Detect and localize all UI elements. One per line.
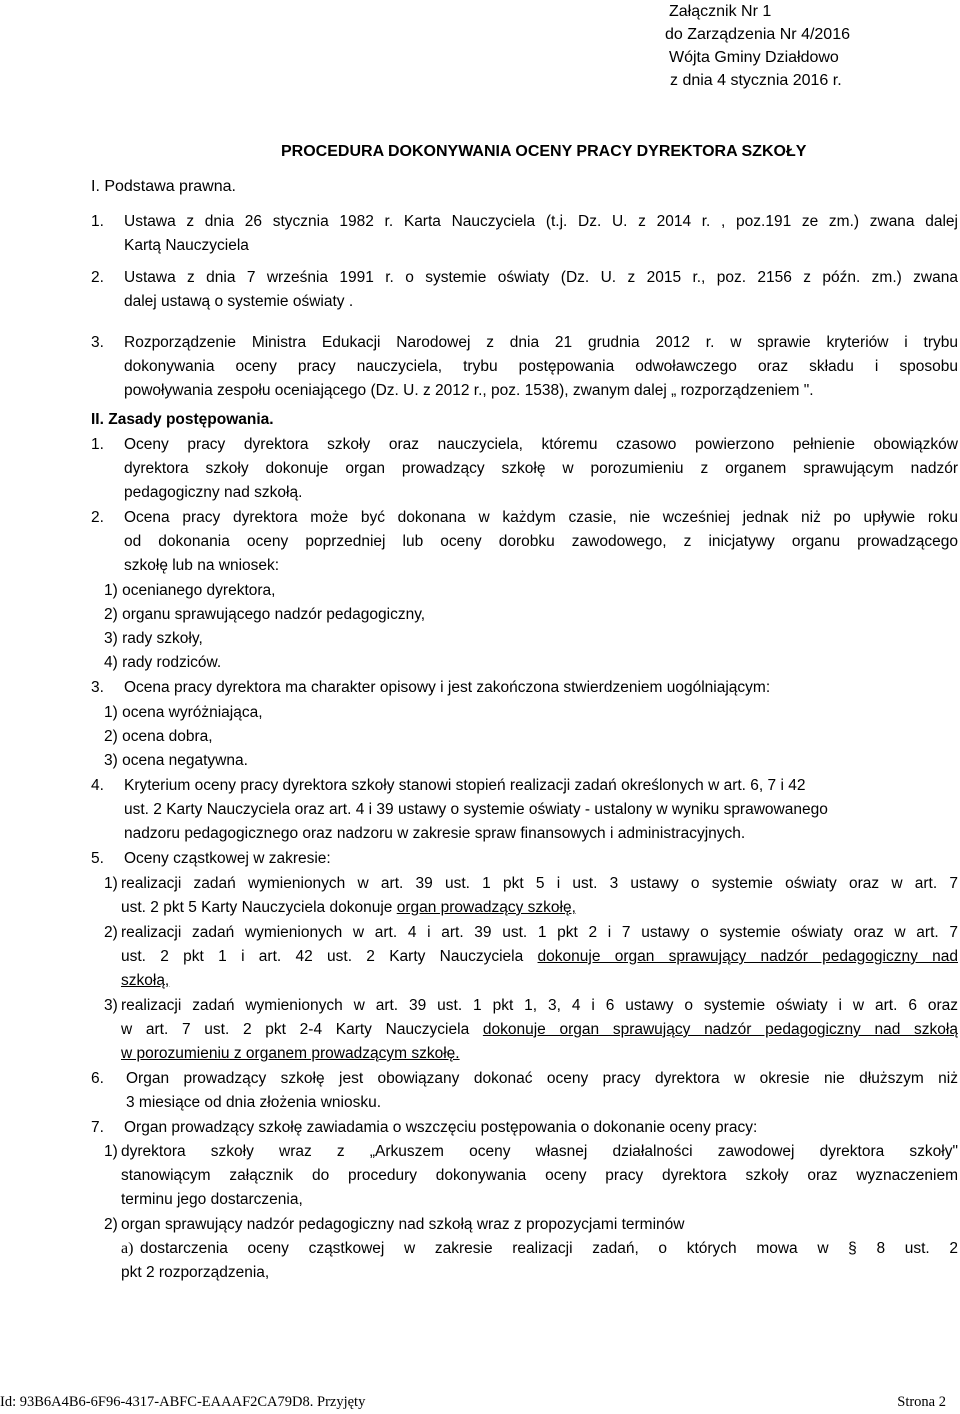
rule-5-item-3-underlined: dokonuje organ sprawujący nadzór pedagogiczny nad szkołą — [482, 1021, 958, 1038]
rule-7-item-1-line-1: dyrektora szkoły wraz z „Arkuszem oceny własnej działalności zawodowej dyrektora szkoły" — [121, 1143, 958, 1160]
rule-number-1: 1. — [91, 436, 104, 453]
basis-item-3-line-3: powoływania zespołu oceniającego (Dz. U. z 2012 r., poz. 1538), zwanym dalej „ rozporządzeniem ". — [124, 382, 814, 399]
rule-4-line-2: ust. 2 Karty Nauczyciela oraz art. 4 i 39 ustawy o systemie oświaty - ustalony w wyniku sprawowanego — [124, 801, 828, 818]
rule-number-6: 6. — [91, 1070, 104, 1087]
rule-5-item-number: 1) — [104, 875, 118, 892]
rule-number-4: 4. — [91, 777, 104, 794]
rule-5-item-1-text: ust. 2 pkt 5 Karty Nauczyciela dokonuje — [121, 899, 397, 916]
rule-number-2: 2. — [91, 509, 104, 526]
rule-2-option: 2) organu sprawującego nadzór pedagogiczny, — [104, 606, 426, 623]
document-title: PROCEDURA DOKONYWANIA OCENY PRACY DYREKTORA SZKOŁY — [281, 143, 807, 160]
rule-5-item-3-line-1: realizacji zadań wymienionych w art. 39 ust. 1 pkt 1, 3, 4 i 6 ustawy o systemie oświaty i w art. 6 oraz — [121, 997, 958, 1014]
annex-line-4: z dnia 4 stycznia 2016 r. — [670, 72, 842, 89]
basis-item-2-line-1: Ustawa z dnia 7 września 1991 r. o systemie oświaty (Dz. U. z 2015 r., poz. 2156 z późn. zm.) zwana — [124, 269, 958, 286]
rule-2-option: 4) rady rodziców. — [104, 654, 222, 671]
rule-3-option: 2) ocena dobra, — [104, 728, 213, 745]
basis-item-1-line-2: Kartą Nauczyciela — [124, 237, 249, 254]
section-heading-legal-basis: I. Podstawa prawna. — [91, 178, 236, 195]
rule-1-line-3: pedagogiczny nad szkołą. — [124, 484, 303, 501]
annex-header — [665, 0, 955, 92]
rule-5-item-2-line-1: realizacji zadań wymienionych w art. 4 i art. 39 ust. 1 pkt 2 i 7 ustawy o systemie oświaty oraz w art. 7 — [121, 924, 958, 941]
rule-2-option: 1) ocenianego dyrektora, — [104, 582, 276, 599]
rule-7-item-1-line-3: terminu jego dostarczenia, — [121, 1191, 303, 1208]
basis-number-3: 3. — [91, 334, 104, 351]
rule-7-subitem-a-line-2: pkt 2 rozporządzenia, — [121, 1264, 270, 1281]
rule-2-line-3: szkołę lub na wniosek: — [124, 557, 280, 574]
rule-5-item-number: 2) — [104, 924, 118, 941]
annex-line-3: Wójta Gminy Działdowo — [669, 49, 839, 66]
rule-3-option: 3) ocena negatywna. — [104, 752, 248, 769]
rule-5-item-3-line-3: w porozumieniu z organem prowadzącym szkołę. — [121, 1045, 460, 1062]
basis-number-2: 2. — [91, 269, 104, 286]
rule-5-item-2-text: ust. 2 pkt 1 i art. 42 ust. 2 Karty Nauczyciela — [121, 948, 538, 965]
rule-1-line-2: dyrektora szkoły dokonuje organ prowadzący szkołę w porozumieniu z organem sprawującym nadzór — [124, 460, 958, 477]
annex-line-1: Załącznik Nr 1 — [669, 3, 772, 20]
basis-item-3-line-2: dokonywania oceny pracy nauczyciela, trybu postępowania odwoławczego oraz składu i sposobu — [124, 358, 958, 375]
section-heading-rules: II. Zasady postępowania. — [91, 411, 274, 428]
rule-5-item-1-underlined: organ prowadzący szkołę, — [396, 899, 576, 916]
rule-6-line-1: Organ prowadzący szkołę jest obowiązany dokonać oceny pracy dyrektora w okresie nie dłuższym niż — [126, 1070, 958, 1087]
rule-2-line-2: od dokonania oceny poprzedniej lub oceny dorobku zawodowego, z inicjatywy organu prowadzącego — [124, 533, 958, 550]
basis-item-2-line-2: dalej ustawą o systemie oświaty . — [124, 293, 354, 310]
rule-5-item-1-line-1: realizacji zadań wymienionych w art. 39 ust. 1 pkt 5 i ust. 3 ustawy o systemie oświaty oraz w art. 7 — [121, 875, 958, 892]
rule-2-line-1: Ocena pracy dyrektora może być dokonana w każdym czasie, nie wcześniej jednak niż po upływie roku — [124, 509, 958, 526]
annex-line-2: do Zarządzenia Nr 4/2016 — [665, 26, 850, 43]
rule-7-item-2-line-1: organ sprawujący nadzór pedagogiczny nad szkołą wraz z propozycjami terminów — [121, 1216, 685, 1233]
rule-7-item-number: 1) — [104, 1143, 118, 1160]
document-id: Id: 93B6A4B6-6F96-4317-ABFC-EAAAF2CA79D8. Przyjęty — [0, 1394, 366, 1410]
rule-number-5: 5. — [91, 850, 104, 867]
rule-7-item-1-line-2: stanowiącym załącznik do procedury dokonywania oceny pracy dyrektora szkoły oraz wyznaczeniem — [121, 1167, 958, 1184]
rule-3-line-1: Ocena pracy dyrektora ma charakter opisowy i jest zakończona stwierdzeniem uogólniającym: — [124, 679, 771, 696]
rule-5-item-3-line-2 — [121, 1018, 958, 1042]
basis-item-3-line-1: Rozporządzenie Ministra Edukacji Narodowej z dnia 21 grudnia 2012 r. w sprawie kryteriów i trybu — [124, 334, 958, 351]
rule-5-item-2-line-2 — [121, 945, 958, 969]
rule-5-item-2-underlined: dokonuje organ sprawujący nadzór pedagogiczny nad — [537, 948, 958, 965]
rule-7-line-1: Organ prowadzący szkołę zawiadamia o wszczęciu postępowania o dokonanie oceny pracy: — [124, 1119, 758, 1136]
rule-number-7: 7. — [91, 1119, 104, 1136]
rule-1-line-1: Oceny pracy dyrektora szkoły oraz nauczyciela, któremu czasowo powierzono pełnienie obowiązków — [124, 436, 958, 453]
rule-5-item-3-text: w art. 7 ust. 2 pkt 2-4 Karty Nauczyciela — [121, 1021, 483, 1038]
rule-7-item-number: 2) — [104, 1216, 118, 1233]
rule-3-option: 1) ocena wyróżniająca, — [104, 704, 263, 721]
rule-5-item-number: 3) — [104, 997, 118, 1014]
rule-6-line-2: 3 miesiące od dnia złożenia wniosku. — [126, 1094, 382, 1111]
rule-number-3: 3. — [91, 679, 104, 696]
rule-4-line-3: nadzoru pedagogicznego oraz nadzoru w zakresie spraw finansowych i administracyjnych. — [124, 825, 746, 842]
rule-7-subitem-letter: a) — [121, 1240, 134, 1257]
rule-5-item-1-line-2 — [121, 896, 576, 920]
rule-4-line-1: Kryterium oceny pracy dyrektora szkoły stanowi stopień realizacji zadań określonych w art. 6, 7 i 42 — [124, 777, 806, 794]
rule-7-subitem-a-line-1: dostarczenia oceny cząstkowej w zakresie realizacji zadań, o których mowa w § 8 ust. 2 — [140, 1240, 958, 1257]
rule-5-line-1: Oceny cząstkowej w zakresie: — [124, 850, 331, 867]
rule-5-item-2-line-3: szkołą, — [121, 972, 170, 989]
page-number: Strona 2 — [897, 1394, 946, 1410]
basis-item-1-line-1: Ustawa z dnia 26 stycznia 1982 r. Karta Nauczyciela (t.j. Dz. U. z 2014 r. , poz.191 ze zm.) zwana dalej — [124, 213, 958, 230]
rule-2-option: 3) rady szkoły, — [104, 630, 203, 647]
basis-number-1: 1. — [91, 213, 104, 230]
